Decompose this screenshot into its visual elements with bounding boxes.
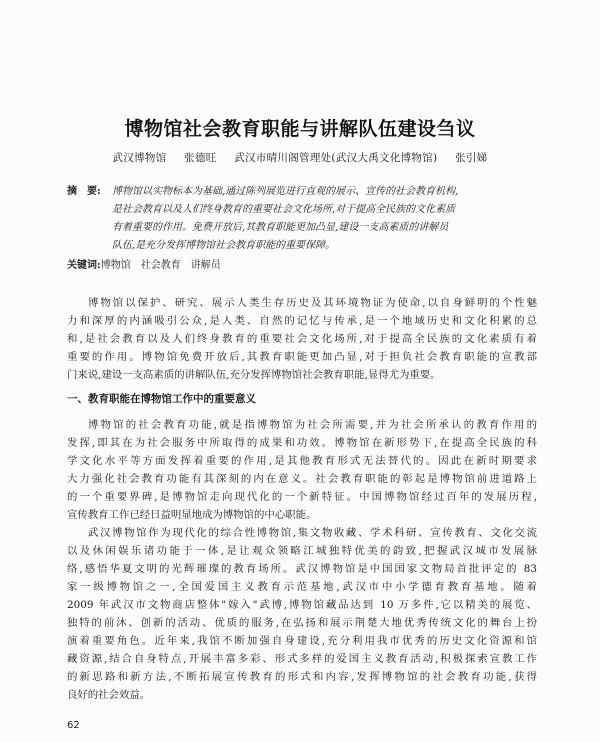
text-line: 博物馆以保护、研究、展示人类生存历史及其环境物证为使命,以自身鲜明的个性魅: [88, 297, 537, 309]
text-line: 络,感悟华夏文明的光辉璀璨的教育场所。武汉博物馆是中国国家文物局首批评定的 83: [67, 563, 537, 575]
author-2: 张引娣: [455, 152, 488, 164]
paragraph-2: [67, 416, 537, 524]
text-line: 大力强化社会教育功能有其深刻的内在意义。社会教育职能的彰起是博物馆前进道路上: [67, 473, 537, 485]
page-number: 62: [67, 720, 80, 731]
text-line: 宣传教育工作已经日益明显地成为博物馆的中心职能。: [67, 509, 317, 521]
keyword: 博物馆: [100, 260, 131, 271]
body-text: [67, 294, 537, 704]
text-line: 以及休闲娱乐诸功能于一体,是让观众领略江城独特优美的韵致,把握武汉城市发展脉: [67, 545, 537, 557]
text-line: 和,是社会教育以及人们终身教育的重要社会文化场所,对于提高全民族的文化素质有着: [67, 333, 537, 345]
author-1: 张德旺: [184, 152, 217, 164]
text-line: 力和深厚的内涵吸引公众,是人类、自然的记忆与传承,是一个地域历史和文化积累的总: [67, 315, 537, 327]
text-line: 的新思路和新方法,不断拓展宣传教育的形式和内容,发挥博物馆的社会教育功能,获得: [67, 671, 537, 683]
author-line: [40, 150, 560, 165]
text-line: 藏资源,结合自身特点,开展丰富多彩、形式多样的爱国主义教育活动,积极探索宣教工作: [67, 653, 537, 665]
text-line: 家一级博物馆之一,全国爱国主义教育示范基地,武汉市中小学德育教育基地。随着: [67, 581, 537, 593]
paragraph-intro: [67, 294, 537, 384]
text-line: 独特的前沐、创新的活动、优质的服务,在弘扬和展示荆楚大地优秀传统文化的舞台上扮: [67, 617, 537, 629]
keywords-label: 关键词:: [67, 260, 101, 271]
text-line: 博物馆的社会教育功能,就是指博物馆为社会所需要,并为社会所承认的教育作用的: [88, 419, 537, 431]
abstract-line: 有着重要的作用。免费开放后,其教育职能更加凸显,建设一支高素质的讲解员: [112, 222, 449, 233]
keywords: [67, 256, 537, 271]
text-line: 学文化水平等方面发挥着重要的作用,是其他教育形式无法替代的。因此在新时期要求: [67, 455, 537, 467]
abstract-label: 摘 要:: [67, 186, 101, 197]
abstract-line: 队伍,是充分发挥博物馆社会教育职能的重要保障。: [112, 240, 336, 251]
affiliation-1: 武汉博物馆: [112, 152, 167, 164]
section-heading: 一、教育职能在博物馆工作中的重要意义: [67, 393, 256, 405]
keyword: 社会教育: [140, 260, 181, 271]
text-line: 2009 年武汉市文物商店整体"嫁入"武博,博物馆藏品达到 10 万多件,它以精美的展览、: [67, 599, 537, 611]
text-line: 武汉博物馆作为现代化的综合性博物馆,集文物收藏、学术科研、宣传教育、文化交流: [88, 527, 537, 539]
text-line: 发挥,即其在为社会服务中所取得的成果和功效。博物馆在新形势下,在提高全民族的科: [67, 437, 537, 449]
text-line: 重要的作用。博物馆免费开放后,其教育职能更加凸显,对于担负社会教育职能的宣教部: [67, 351, 537, 363]
paper-title: 博物馆社会教育职能与讲解队伍建设刍议: [124, 118, 476, 140]
affiliation-2: 武汉市晴川阁管理处(武汉大禹文化博物馆): [234, 152, 438, 164]
abstract-line: 博物馆以实物标本为基础,通过陈列展览进行直观的展示、宣传的社会教育机构,: [112, 186, 459, 197]
text-line: 的一个重要界碑,是博物馆走向现代化的一个新特征。中国博物馆经过百年的发展历程,: [67, 491, 537, 503]
abstract: [67, 183, 537, 255]
text-line: 门来说,建设一支高素质的讲解队伍,充分发挥博物馆社会教育职能,显得尤为重要。: [67, 369, 441, 381]
text-line: 演着重要角色。近年来,我馆不断加强自身建设,充分利用我市优秀的历史文化资源和馆: [67, 635, 537, 647]
paragraph-3: [67, 524, 537, 704]
abstract-line: 是社会教育以及人们终身教育的重要社会文化场所,对于提高全民族的文化素质: [112, 204, 456, 215]
keyword: 讲解员: [190, 260, 221, 271]
text-line: 良好的社会效益。: [67, 689, 151, 701]
